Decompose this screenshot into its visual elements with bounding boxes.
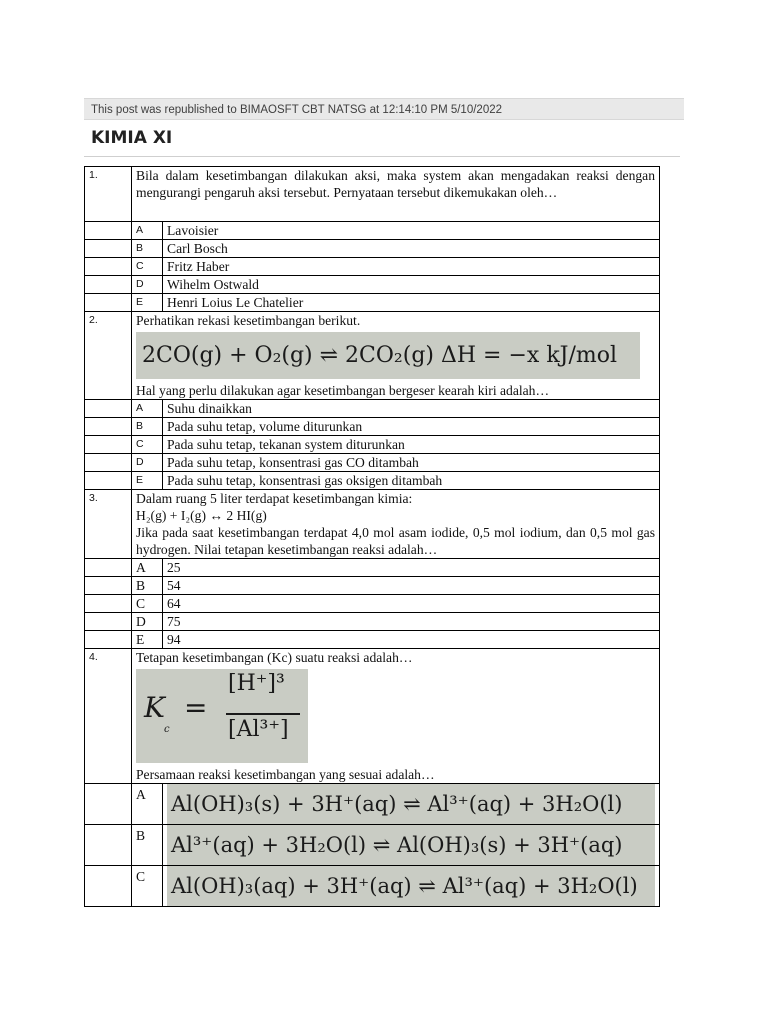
kc-expression-image [136,669,308,763]
option-text: Pada suhu tetap, konsentrasi gas oksigen ditambah [163,472,660,490]
kc-denominator: [Al³⁺] [228,717,289,742]
option-text: 94 [163,631,660,649]
option-row [85,784,660,825]
question-number: 4. [85,649,132,784]
option-text: Pada suhu tetap, tekanan system diturunkan [163,436,660,454]
question-row-4 [85,649,660,784]
option-text: 25 [163,559,660,577]
question-text: Hal yang perlu dilakukan agar kesetimbangan bergeser kearah kiri adalah… [136,383,550,398]
question-row-2 [85,312,660,400]
option-row [85,436,660,454]
option-text: Pada suhu tetap, konsentrasi gas CO ditambah [163,454,660,472]
question-number: 3. [85,490,132,559]
option-text: 64 [163,595,660,613]
option-text: 75 [163,613,660,631]
option-letter: C [132,436,163,454]
option-letter: A [132,784,163,825]
option-row [85,294,660,312]
question-number: 2. [85,312,132,400]
option-text: Fritz Haber [163,258,660,276]
option-letter: E [132,294,163,312]
option-letter: C [132,258,163,276]
option-letter: E [132,631,163,649]
question-text: Jika pada saat kesetimbangan terdapat 4,0 mol asam iodide, 0,5 mol iodium, dan 0,5 mol gas hydrogen. Nilai tetapan kesetimbangan reaksi adalah… [136,525,656,557]
option-letter: C [132,866,163,907]
option-row [85,240,660,258]
option-row [85,595,660,613]
question-text: Bila dalam kesetimbangan dilakukan aksi, maka system akan mengadakan reaksi dengan mengurangi pengaruh aksi tersebut. Pernyataan tersebut dikemukakan oleh… [132,167,660,222]
question-text: Persamaan reaksi kesetimbangan yang sesuai adalah… [136,767,435,782]
option-letter: D [132,613,163,631]
option-text: Carl Bosch [163,240,660,258]
republish-notice: This post was republished to BIMAOSFT CBT NATSG at 12:14:10 PM 5/10/2022 [84,98,684,120]
option-row [85,631,660,649]
option-row [85,825,660,866]
option-letter: A [132,400,163,418]
option-equation-image: Al(OH)₃(aq) + 3H⁺(aq) ⇌ Al³⁺(aq) + 3H₂O(l) [167,866,655,906]
option-text: Pada suhu tetap, volume diturunkan [163,418,660,436]
title-divider [84,156,680,157]
kc-numerator: [H⁺]³ [228,671,285,696]
option-row [85,472,660,490]
option-row [85,400,660,418]
question-table [84,166,660,907]
option-letter: A [132,222,163,240]
option-text: 54 [163,577,660,595]
option-equation-image: Al³⁺(aq) + 3H₂O(l) ⇌ Al(OH)₃(s) + 3H⁺(aq) [167,825,655,865]
option-row [85,418,660,436]
kc-equals: = [184,691,208,724]
option-letter: B [132,825,163,866]
question-row-3 [85,490,660,559]
fraction-bar [226,713,300,715]
option-row [85,258,660,276]
option-letter: D [132,276,163,294]
option-text: Lavoisier [163,222,660,240]
option-row [85,613,660,631]
option-letter: A [132,559,163,577]
option-letter: D [132,454,163,472]
kc-subscript: c [164,724,170,735]
option-letter: E [132,472,163,490]
option-row [85,276,660,294]
option-row [85,866,660,907]
question-intro: Dalam ruang 5 liter terdapat kesetimbangan kimia: [136,491,413,506]
option-letter: B [132,240,163,258]
question-number: 1. [85,167,132,222]
reaction-equation-image: 2CO(g) + O₂(g) ⇌ 2CO₂(g) ΔH = −x kJ/mol [136,332,640,379]
option-text: Suhu dinaikkan [163,400,660,418]
reaction-equation: H₂(g) + I₂(g) ↔ 2 HI(g) [136,508,267,523]
page-title: KIMIA XI [91,128,173,148]
option-text: Henri Loius Le Chatelier [163,294,660,312]
option-row [85,222,660,240]
option-letter: B [132,577,163,595]
kc-symbol: K [144,691,165,724]
option-letter: B [132,418,163,436]
question-intro: Tetapan kesetimbangan (Kc) suatu reaksi adalah… [136,650,413,665]
option-row [85,559,660,577]
option-row [85,454,660,472]
option-row [85,577,660,595]
option-equation-image: Al(OH)₃(s) + 3H⁺(aq) ⇌ Al³⁺(aq) + 3H₂O(l) [167,784,655,824]
option-letter: C [132,595,163,613]
question-row-1 [85,167,660,222]
question-intro: Perhatikan rekasi kesetimbangan berikut. [136,313,361,328]
option-text: Wihelm Ostwald [163,276,660,294]
